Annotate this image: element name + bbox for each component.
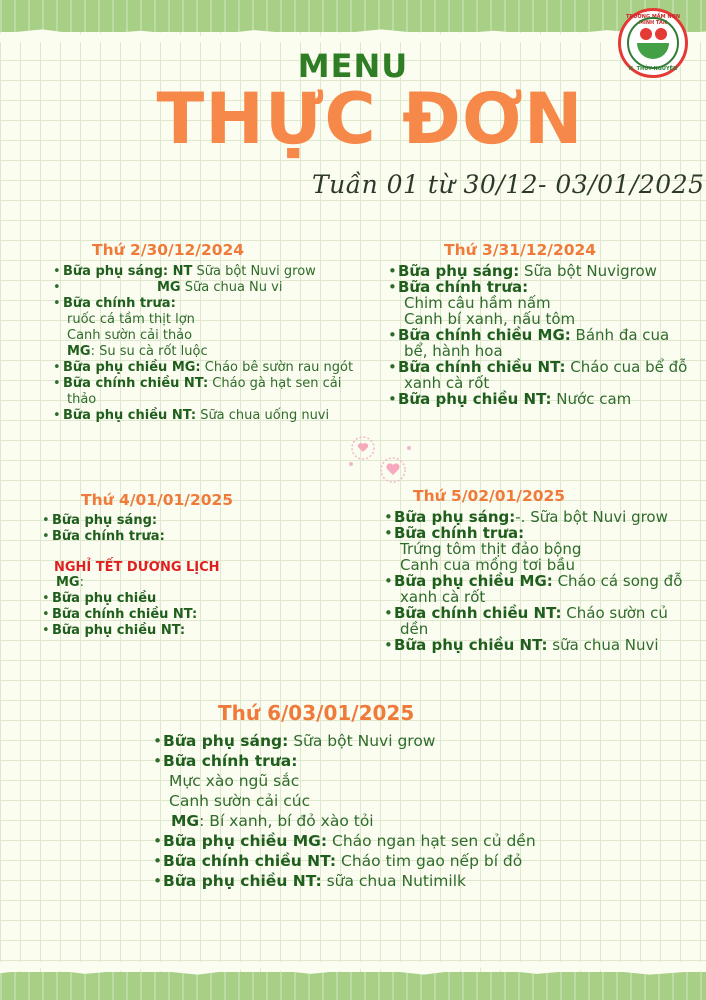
day-4-menu-afternoon xyxy=(52,575,197,639)
meal-dish: sữa chua Nuvi xyxy=(547,636,659,654)
week-label: Tuần 01 từ 30/12- 03/01/2025 xyxy=(312,170,705,199)
menu-row xyxy=(63,264,353,280)
menu-row xyxy=(163,811,536,831)
menu-row xyxy=(394,589,682,605)
meal-dish: Cháo cua bể đỗ xyxy=(565,358,688,376)
meal-label: Bữa phụ chiều MG: xyxy=(394,572,553,590)
menu-row xyxy=(398,343,687,359)
day-5-title: Thứ 5/02/01/2025 xyxy=(413,487,566,505)
meal-dish: sữa chua Nutimilk xyxy=(321,872,466,890)
meal-dish: Trứng tôm thịt đảo bộng xyxy=(400,540,582,558)
menu-row xyxy=(63,296,353,312)
menu-row xyxy=(163,851,536,871)
meal-dish: -. Sữa bột Nuvi grow xyxy=(515,508,668,526)
menu-row xyxy=(52,623,197,639)
menu-row xyxy=(394,573,682,589)
meal-dish: Sữa chua Nu vi xyxy=(180,280,283,295)
menu-row xyxy=(163,791,536,811)
meal-dish: Sữa chua uống nuvi xyxy=(196,408,330,423)
menu-row xyxy=(63,280,353,296)
meal-dish: Bánh đa cua xyxy=(570,326,670,344)
meal-label: Bữa chính trưa: xyxy=(52,529,165,544)
meal-label: Bữa chính trưa: xyxy=(398,278,529,296)
meal-dish: : Su su cà rốt luộc xyxy=(90,344,208,359)
meal-label: Bữa phụ chiều NT: xyxy=(398,390,552,408)
meal-dish: Canh sườn cải thảo xyxy=(67,328,193,343)
meal-label: Bữa phụ sáng: NT xyxy=(63,264,193,279)
meal-label: Bữa phụ chiều NT: xyxy=(394,636,548,654)
meal-dish: Canh sườn cải cúc xyxy=(169,792,311,810)
menu-row xyxy=(394,509,682,525)
meal-dish: xanh cà rốt xyxy=(404,374,490,392)
menu-row xyxy=(394,525,682,541)
menu-row xyxy=(394,621,682,637)
day-4-title: Thứ 4/01/01/2025 xyxy=(81,491,234,509)
menu-row xyxy=(63,360,353,376)
meal-label: Bữa phụ sáng: xyxy=(163,732,289,750)
day-3-title: Thứ 3/31/12/2024 xyxy=(444,241,597,259)
menu-row xyxy=(163,731,536,751)
meal-label: Bữa phụ chiều NT: xyxy=(52,623,186,638)
meal-dish: thảo xyxy=(67,392,97,407)
meal-dish: Cháo ngan hạt sen củ dền xyxy=(327,832,536,850)
menu-row xyxy=(52,529,165,545)
meal-dish: xanh cà rốt xyxy=(400,588,486,606)
menu-row xyxy=(398,311,687,327)
menu-row xyxy=(52,591,197,607)
meal-dish: Canh cua mồng tơi bầu xyxy=(400,556,575,574)
meal-dish: Mực xào ngũ sắc xyxy=(169,772,300,790)
meal-label: Bữa phụ sáng: xyxy=(398,262,520,280)
menu-row xyxy=(63,376,353,392)
logo-top-text: TRƯỜNG MẦM NON MINH TÂN xyxy=(625,14,681,26)
meal-label: Bữa phụ chiều NT: xyxy=(163,872,322,890)
menu-row xyxy=(394,637,682,653)
meal-label: Bữa chính chiều NT: xyxy=(394,604,562,622)
meal-label: MG xyxy=(67,344,91,359)
menu-row xyxy=(394,541,682,557)
meal-label: Bữa phụ chiều xyxy=(52,591,157,606)
menu-row xyxy=(394,605,682,621)
menu-row xyxy=(163,871,536,891)
meal-dish: Chim câu hầm nấm xyxy=(404,294,551,312)
meal-dish: bể, hành hoa xyxy=(404,342,503,360)
hearts-flowers-icon xyxy=(345,430,415,490)
menu-row xyxy=(63,408,353,424)
meal-label: Bữa chính chiều NT: xyxy=(163,852,337,870)
meal-dish: Sữa bột Nuvi grow xyxy=(288,732,436,750)
menu-row xyxy=(398,263,687,279)
meal-dish: Sữa bột Nuvigrow xyxy=(519,262,657,280)
meal-dish: Cháo sườn củ xyxy=(561,604,668,622)
meal-label: MG xyxy=(171,812,200,830)
meal-dish: : xyxy=(79,575,84,590)
meal-dish: dền xyxy=(400,620,429,638)
menu-row xyxy=(63,392,353,408)
meal-dish: Cháo bê sườn rau ngót xyxy=(200,360,354,375)
meal-label: Bữa chính chiều NT: xyxy=(63,376,209,391)
menu-row xyxy=(63,328,353,344)
menu-row xyxy=(52,513,165,529)
meal-label: MG xyxy=(56,575,80,590)
menu-row xyxy=(398,327,687,343)
meal-label: Bữa phụ sáng: xyxy=(52,513,158,528)
meal-dish: Cháo gà hạt sen cải xyxy=(208,376,342,391)
menu-row xyxy=(63,344,353,360)
meal-dish: Canh bí xanh, nấu tôm xyxy=(404,310,576,328)
bottom-band xyxy=(0,972,706,1000)
menu-row xyxy=(398,359,687,375)
meal-label: Bữa phụ chiều MG: xyxy=(63,360,201,375)
menu-row xyxy=(163,751,536,771)
meal-dish: Sữa bột Nuvi grow xyxy=(192,264,316,279)
menu-row xyxy=(52,575,197,591)
menu-row xyxy=(394,557,682,573)
day-6-title: Thứ 6/03/01/2025 xyxy=(218,701,415,725)
meal-dish: Cháo tim gao nếp bí đỏ xyxy=(336,852,523,870)
menu-row xyxy=(52,607,197,623)
meal-label: MG xyxy=(157,280,181,295)
meal-label: Bữa phụ chiều MG: xyxy=(163,832,328,850)
day-6-menu xyxy=(163,731,536,891)
day-2-menu xyxy=(63,264,353,424)
menu-row xyxy=(398,295,687,311)
menu-heading: MENU xyxy=(297,47,409,85)
menu-row xyxy=(398,279,687,295)
day-4-menu xyxy=(52,513,165,545)
menu-row xyxy=(163,771,536,791)
meal-dish: : Bí xanh, bí đỏ xào tỏi xyxy=(199,812,374,830)
menu-row xyxy=(63,312,353,328)
holiday-notice: NGHỈ TẾT DƯƠNG LỊCH xyxy=(54,560,220,575)
day-3-menu xyxy=(398,263,687,407)
meal-dish: ruốc cá tầm thịt lợn xyxy=(67,312,195,327)
meal-label: Bữa chính trưa: xyxy=(63,296,176,311)
page-title: THỰC ĐƠN xyxy=(156,78,584,160)
top-band xyxy=(0,0,706,32)
day-5-menu xyxy=(394,509,682,653)
day-2-title: Thứ 2/30/12/2024 xyxy=(92,241,245,259)
meal-label: Bữa chính trưa: xyxy=(163,752,298,770)
menu-row xyxy=(398,391,687,407)
menu-row xyxy=(398,375,687,391)
menu-row xyxy=(163,831,536,851)
meal-label: Bữa chính chiều NT: xyxy=(398,358,566,376)
meal-dish: Nước cam xyxy=(551,390,632,408)
meal-label: Bữa chính chiều NT: xyxy=(52,607,198,622)
meal-dish: Cháo cá song đỗ xyxy=(552,572,683,590)
meal-label: Bữa phụ sáng: xyxy=(394,508,516,526)
meal-label: Bữa chính chiều MG: xyxy=(398,326,571,344)
meal-label: Bữa phụ chiều NT: xyxy=(63,408,197,423)
logo-bottom-text: H. THỦY NGUYÊN xyxy=(628,66,678,72)
meal-label: Bữa chính trưa: xyxy=(394,524,525,542)
